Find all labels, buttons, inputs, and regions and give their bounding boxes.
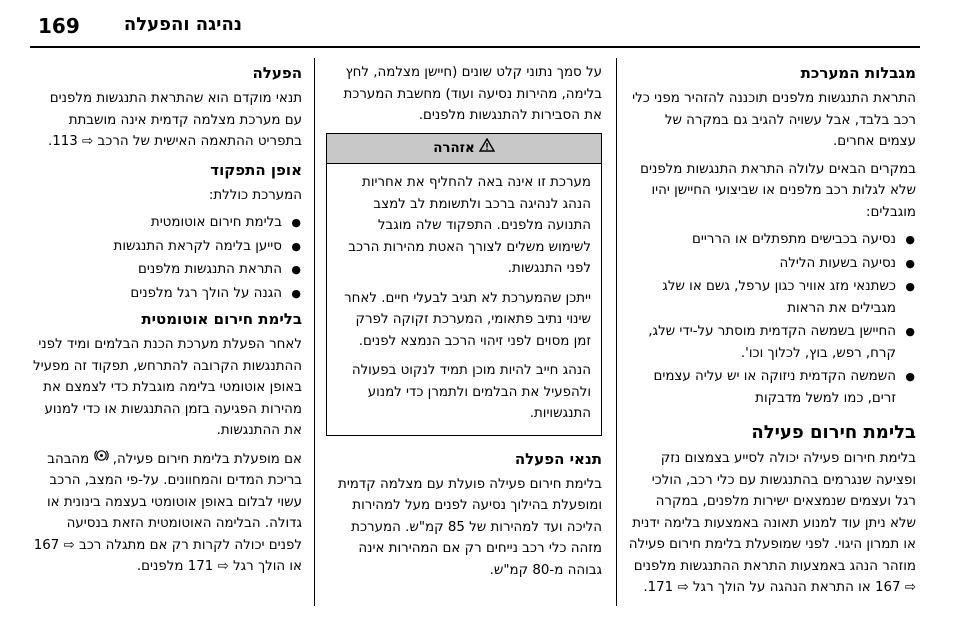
text-span: מהבהב בריכת המדים והמחוונים. על-פי המצב, הרכב עשוי לבלום באופן אוטומטי בעצמה בינונית או גדולה. הבלימה האוטומטית הזאת בנסיעה לפנים יכולה לקרות רק אם מתגלה רכב ⇨ 167 או הולך רגל ⇨ 171 מלפנים. [33, 451, 302, 574]
paragraph: המערכת כוללת: [208, 187, 302, 203]
column-middle [326, 62, 602, 587]
paragraph: תנאי מוקדם הוא שהתראת התנגשות מלפנים עם מערכת מצלמה קדמית אינה מושבתת בתפריט ההתאמה האישית של הרכב ⇨ 113. [47, 91, 302, 149]
list-item: ● נסיעה בכבישים מתפתלים או הרריים [628, 229, 916, 251]
heading-active-braking: בלימת חירום פעילה [751, 422, 916, 443]
column-right [628, 62, 916, 605]
paragraph: על סמך נתוני קלט שונים (חיישן מצלמה, לחץ בלימה, מהירות נסיעה ועוד) מחשבת המערכת את הסבירות להתנגשות מלפנים. [343, 65, 602, 123]
warning-title: אזהרה [433, 140, 475, 156]
list-item: ● נסיעה בשעות הלילה [628, 253, 916, 275]
header-rule [30, 46, 920, 48]
text-span: אם מופעלת בלימת חירום פעילה, [108, 451, 302, 467]
warning-box [326, 133, 602, 436]
column-divider [616, 58, 617, 606]
paragraph: לאחר הפעלת מערכת הכנת הבלמים ומיד לפני ההתנגשות הקרובה להתרחש, תפקוד זה מפעיל באופן אוטומטי בלימה מוגבלת כדי לצמצם את מהירות הפגיעה בזמן ההתנגשות או כדי למנוע את ההתנגשות. [32, 337, 302, 438]
list-item: ● הגנה על הולך רגל מלפנים [32, 283, 302, 305]
limits-list [628, 229, 916, 409]
heading-operating-conditions: תנאי הפעלה [514, 449, 602, 468]
heading-system-limits: מגבלות המערכת [800, 64, 916, 82]
page-number: 169 [38, 14, 80, 38]
section-title: נהיגה והפעלה [123, 14, 242, 35]
list-item: ● השמשה הקדמית ניזוקה או יש עליה עצמים זרים, כמו למשל מדבקות [628, 366, 916, 409]
warning-text: ייתכן שהמערכת לא תגיב לבעלי חיים. לאחר שינוי נתיב פתאומי, המערכת זקוקה לפרק זמן מסוים לפני זיהוי הרכב הנמצא לפנים. [344, 290, 591, 349]
warning-text: הנהג חייב להיות מוכן תמיד לנקוט בפעולה ולהפעיל את הבלמים ולתמרן כדי למנוע התנגשויות. [351, 363, 591, 421]
paragraph: בלימת חירום פעילה פועלת עם מצלמה קדמית ומופעלת בהילוך נסיעה לפנים מעל למהירות הליכה ועד למהירות של 85 קמ"ש. המערכת מזהה כלי רכב נייחים רק אם המהירות אינה גבוהה מ-80 קמ"ש. [338, 476, 602, 578]
warning-triangle-icon [479, 138, 495, 160]
heading-activation: הפעלה [252, 64, 302, 82]
paragraph: בלימת חירום פעילה יכולה לסייע בצמצום נזק ופציעה שנגרמים בהתנגשות עם כלי רכב, הולכי רגל ועצמים שנמצאים ישירות מלפנים, במקרה שלא ניתן עוד למנוע תאונה באמצעות בלימה ידנית או תמרון היגוי. לפני שמופעלת בלימת חירום פעילה מוזהר הנהג באמצעות התראת ההתנגשות מלפנים ⇨ 167 או התראת הנהגה על הולך רגל ⇨ 171. [628, 451, 916, 595]
paragraph: במקרים הבאים עלולה התראת התנגשות מלפנים שלא לגלות רכב מלפנים או שביצועי החיישן יהיו מוגבלים: [640, 161, 916, 220]
heading-function: אופן התפקוד [210, 160, 302, 179]
paragraph: התראת התנגשות מלפנים תוכננה להזהיר מפני כלי רכב בלבד, אבל עשויה להגיב גם במקרה של עצמים אחרים. [632, 91, 916, 149]
list-item: ● התראת התנגשות מלפנים [32, 259, 302, 281]
paragraph [32, 448, 302, 578]
column-divider [314, 58, 315, 606]
page-header [0, 0, 960, 52]
list-item: ● סייען בלימה לקראת התנגשות [32, 236, 302, 258]
features-list [32, 212, 302, 304]
warning-text: מערכת זו אינה באה להחליף את אחריות הנהג לנהיגה ברכב ולתשומת לב למצב התנועה מלפנים. התפקוד שלה מוגבל לשימוש משלים לצורך האטת מהירות הרכב לפני התנגשות. [348, 175, 591, 276]
list-item: ● החיישן בשמשה הקדמית מוסתר על-ידי שלג, קרח, רפש, בוץ, לכלוך וכו'. [628, 321, 916, 364]
heading-automatic-braking: בלימת חירום אוטומטית [141, 310, 302, 328]
warning-header [327, 134, 601, 165]
dashboard-brake-warning-icon [94, 448, 109, 471]
column-left [32, 62, 302, 584]
list-item: ● בלימת חירום אוטומטית [32, 212, 302, 234]
list-item: ● כשתנאי מזג אוויר כגון ערפל, גשם או שלג מגבילים את הראות [628, 276, 916, 319]
